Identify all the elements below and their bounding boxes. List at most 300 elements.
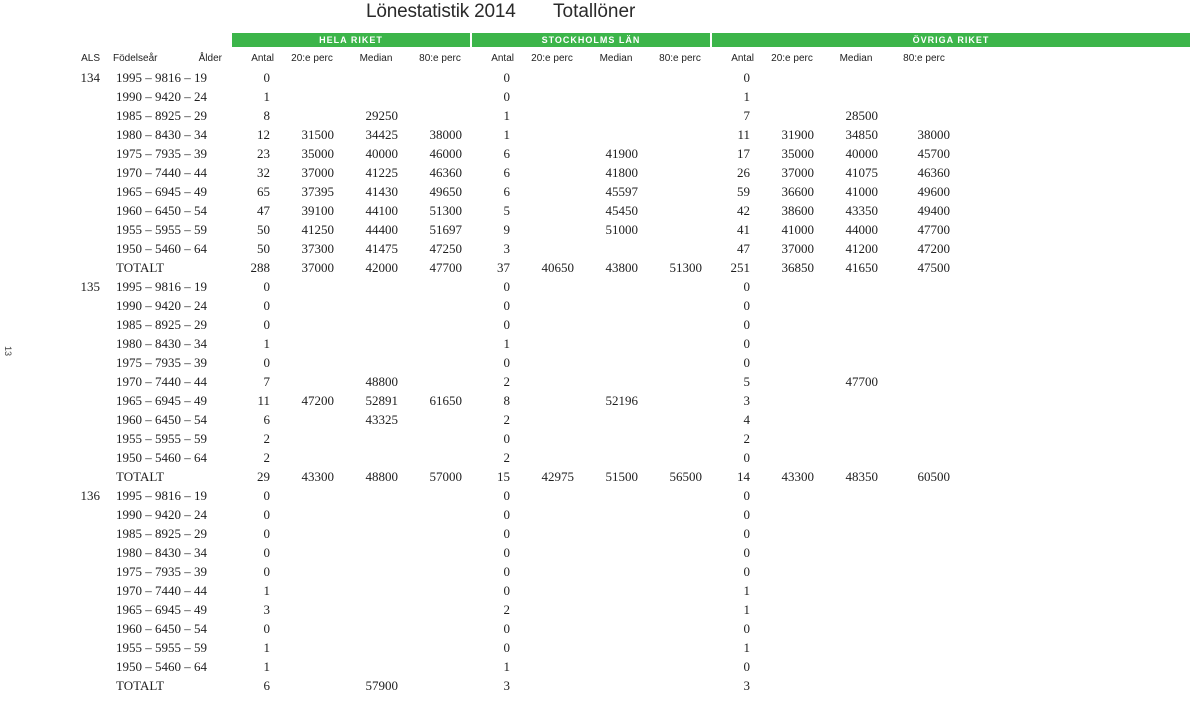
- cell-hela-p20: 37000: [301, 165, 334, 180]
- cell-ovriga-p80: [888, 106, 960, 125]
- cell-ovriga-antal: 7: [743, 108, 750, 123]
- cell-hela-antal: 50: [257, 241, 270, 256]
- cell-hela-antal: 1: [263, 583, 270, 598]
- cell-ovriga-median: 41000: [845, 184, 878, 199]
- cell-stockholm-median: [584, 638, 648, 657]
- cell-hela-p20: [280, 334, 344, 353]
- cell-ovriga-p20: [760, 334, 824, 353]
- cell-ovriga-p20: [760, 543, 824, 562]
- cell-ovriga-p20: 41000: [781, 222, 814, 237]
- cell-ovriga-p20: [760, 296, 824, 315]
- cell-alder: 55 – 59: [168, 222, 207, 237]
- cell-als: [0, 391, 100, 410]
- cell-ovriga-p20: [760, 676, 824, 695]
- header-row: [0, 49, 960, 68]
- cell-ovriga-p80: 47200: [917, 241, 950, 256]
- cell-ovriga-p80: [888, 619, 960, 638]
- cell-fodelsear: 1950 – 54: [116, 659, 168, 674]
- table-row: [0, 619, 960, 638]
- page-title: Lönestatistik 2014: [366, 1, 516, 22]
- cell-ovriga-p20: [760, 429, 824, 448]
- cell-stockholm-antal: 8: [503, 393, 510, 408]
- cell-ovriga-antal: 0: [743, 70, 750, 85]
- cell-ovriga-antal: 0: [743, 279, 750, 294]
- cell-stockholm-p80: [648, 106, 712, 125]
- cell-hela-p80: [408, 562, 472, 581]
- table-row: [0, 543, 960, 562]
- cell-als: [0, 581, 100, 600]
- cell-hela-p80: [408, 315, 472, 334]
- cell-stockholm-p80: [648, 391, 712, 410]
- cell-stockholm-antal: 2: [503, 374, 510, 389]
- cell-ovriga-median: 44000: [845, 222, 878, 237]
- cell-hela-antal: 0: [263, 621, 270, 636]
- cell-ovriga-p20: [760, 505, 824, 524]
- cell-hela-median: 57900: [365, 678, 398, 693]
- cell-stockholm-antal: 0: [503, 298, 510, 313]
- cell-stockholm-p80: [648, 505, 712, 524]
- cell-stockholm-p80: [648, 182, 712, 201]
- cell-ovriga-p20: [760, 410, 824, 429]
- table-row: [0, 372, 960, 391]
- cell-stockholm-median: 51000: [605, 222, 638, 237]
- cell-stockholm-median: [584, 239, 648, 258]
- cell-stockholm-antal: 0: [503, 583, 510, 598]
- cell-hela-p20: [280, 638, 344, 657]
- table-row: [0, 258, 960, 277]
- cell-hela-p80: [408, 524, 472, 543]
- cell-hela-antal: 1: [263, 640, 270, 655]
- cell-alder: 35 – 39: [168, 564, 207, 579]
- cell-ovriga-p80: [888, 315, 960, 334]
- cell-hela-p80: [408, 68, 472, 87]
- cell-stockholm-antal: 1: [503, 108, 510, 123]
- table-row: [0, 600, 960, 619]
- cell-stockholm-p20: [520, 543, 584, 562]
- table-row: [0, 163, 960, 182]
- cell-ovriga-median: 34850: [845, 127, 878, 142]
- header-p20: 20:e perc: [291, 53, 333, 64]
- cell-hela-median: 52891: [365, 393, 398, 408]
- cell-ovriga-p80: [888, 676, 960, 695]
- cell-als: [0, 315, 100, 334]
- cell-ovriga-antal: 11: [737, 127, 750, 142]
- table-row: [0, 68, 960, 87]
- cell-stockholm-median: [584, 125, 648, 144]
- cell-ovriga-antal: 2: [743, 431, 750, 446]
- cell-ovriga-p80: 60500: [917, 469, 950, 484]
- cell-hela-p20: 35000: [301, 146, 334, 161]
- header-median: Median: [359, 53, 393, 64]
- cell-hela-p80: 51300: [429, 203, 462, 218]
- table-row: [0, 410, 960, 429]
- table-row: [0, 87, 960, 106]
- cell-ovriga-p80: [888, 524, 960, 543]
- header-p80: 80:e perc: [419, 53, 461, 64]
- cell-hela-antal: 0: [263, 488, 270, 503]
- cell-ovriga-p80: [888, 296, 960, 315]
- cell-ovriga-median: [824, 429, 888, 448]
- cell-stockholm-p80: [648, 163, 712, 182]
- header-fodelsear: Födelseår: [113, 53, 158, 64]
- cell-ovriga-median: 48350: [845, 469, 878, 484]
- table-row: [0, 429, 960, 448]
- cell-ovriga-median: 43350: [845, 203, 878, 218]
- cell-fodelsear: 1955 – 59: [116, 222, 168, 237]
- cell-ovriga-median: [824, 448, 888, 467]
- cell-stockholm-antal: 0: [503, 488, 510, 503]
- cell-alder: [166, 467, 232, 486]
- cell-ovriga-p80: [888, 68, 960, 87]
- cell-stockholm-median: [584, 87, 648, 106]
- cell-hela-median: 41430: [365, 184, 398, 199]
- cell-als: 135: [80, 279, 100, 294]
- cell-stockholm-p80: [648, 220, 712, 239]
- cell-hela-p20: [280, 277, 344, 296]
- cell-stockholm-antal: 9: [503, 222, 510, 237]
- cell-stockholm-p80: [648, 296, 712, 315]
- cell-stockholm-antal: 2: [503, 602, 510, 617]
- cell-ovriga-antal: 47: [737, 241, 750, 256]
- cell-ovriga-median: [824, 334, 888, 353]
- cell-hela-p20: [280, 581, 344, 600]
- cell-hela-p80: [408, 581, 472, 600]
- cell-stockholm-median: 43800: [605, 260, 638, 275]
- cell-alder: 30 – 34: [168, 336, 207, 351]
- cell-ovriga-p20: 36600: [781, 184, 814, 199]
- cell-stockholm-p80: [648, 410, 712, 429]
- cell-stockholm-p20: [520, 391, 584, 410]
- cell-hela-p80: [408, 676, 472, 695]
- cell-ovriga-median: [824, 657, 888, 676]
- cell-hela-median: [344, 68, 408, 87]
- cell-ovriga-antal: 5: [743, 374, 750, 389]
- cell-hela-antal: 50: [257, 222, 270, 237]
- cell-hela-p20: [280, 619, 344, 638]
- cell-ovriga-median: [824, 391, 888, 410]
- cell-stockholm-antal: 2: [503, 450, 510, 465]
- cell-als: [0, 372, 100, 391]
- cell-stockholm-p80: [648, 87, 712, 106]
- cell-hela-median: [344, 524, 408, 543]
- cell-stockholm-p80: [648, 429, 712, 448]
- cell-ovriga-median: [824, 676, 888, 695]
- cell-stockholm-p20: [520, 144, 584, 163]
- table-row: [0, 391, 960, 410]
- cell-als: [0, 163, 100, 182]
- cell-ovriga-antal: 0: [743, 507, 750, 522]
- cell-stockholm-antal: 15: [497, 469, 510, 484]
- cell-hela-antal: 0: [263, 355, 270, 370]
- cell-ovriga-p20: [760, 315, 824, 334]
- header-als: ALS: [81, 53, 100, 64]
- cell-hela-p20: [280, 410, 344, 429]
- cell-stockholm-p20: [520, 220, 584, 239]
- cell-stockholm-p20: [520, 410, 584, 429]
- cell-als: [0, 87, 100, 106]
- cell-hela-p80: 46360: [429, 165, 462, 180]
- cell-ovriga-p20: 36850: [781, 260, 814, 275]
- cell-hela-antal: 12: [257, 127, 270, 142]
- cell-hela-p80: [408, 657, 472, 676]
- cell-stockholm-p20: [520, 296, 584, 315]
- cell-stockholm-antal: 0: [503, 621, 510, 636]
- cell-hela-median: [344, 638, 408, 657]
- cell-fodelsear: 1970 – 74: [116, 583, 168, 598]
- cell-stockholm-p20: [520, 68, 584, 87]
- cell-fodelsear: 1975 – 79: [116, 146, 168, 161]
- cell-stockholm-p20: [520, 676, 584, 695]
- cell-hela-p20: 37300: [301, 241, 334, 256]
- cell-stockholm-antal: 0: [503, 89, 510, 104]
- cell-hela-antal: 29: [257, 469, 270, 484]
- cell-als: [0, 410, 100, 429]
- cell-alder: 35 – 39: [168, 146, 207, 161]
- cell-ovriga-p20: 38600: [781, 203, 814, 218]
- cell-ovriga-antal: 3: [743, 393, 750, 408]
- cell-stockholm-p80: [648, 353, 712, 372]
- cell-hela-antal: 0: [263, 317, 270, 332]
- cell-hela-p80: [408, 106, 472, 125]
- cell-ovriga-p80: 47700: [917, 222, 950, 237]
- cell-als: [0, 144, 100, 163]
- header-antal: Antal: [251, 53, 274, 64]
- cell-hela-p80: [408, 334, 472, 353]
- cell-stockholm-p80: [648, 600, 712, 619]
- cell-stockholm-median: [584, 410, 648, 429]
- cell-als: [0, 125, 100, 144]
- cell-ovriga-p20: 37000: [781, 241, 814, 256]
- header-antal: Antal: [491, 53, 514, 64]
- cell-stockholm-median: [584, 562, 648, 581]
- cell-hela-antal: 0: [263, 545, 270, 560]
- cell-hela-median: [344, 600, 408, 619]
- cell-hela-p20: [280, 296, 344, 315]
- cell-hela-p80: 57000: [429, 469, 462, 484]
- cell-hela-antal: 47: [257, 203, 270, 218]
- cell-stockholm-p80: [648, 619, 712, 638]
- cell-stockholm-median: [584, 486, 648, 505]
- cell-hela-median: [344, 657, 408, 676]
- cell-ovriga-p80: 49600: [917, 184, 950, 199]
- cell-als: [0, 429, 100, 448]
- cell-stockholm-antal: 6: [503, 184, 510, 199]
- cell-ovriga-antal: 1: [743, 89, 750, 104]
- band-ovriga-riket: ÖVRIGA RIKET: [712, 33, 1190, 47]
- header-p80: 80:e perc: [659, 53, 701, 64]
- cell-ovriga-p20: 37000: [781, 165, 814, 180]
- cell-hela-p80: [408, 486, 472, 505]
- cell-hela-antal: 1: [263, 336, 270, 351]
- cell-stockholm-median: [584, 600, 648, 619]
- cell-hela-median: [344, 543, 408, 562]
- cell-stockholm-median: [584, 429, 648, 448]
- cell-ovriga-p80: [888, 334, 960, 353]
- table-row: [0, 524, 960, 543]
- salary-table: [0, 49, 960, 695]
- band-stockholms-lan: STOCKHOLMS LÄN: [472, 33, 710, 47]
- table-row: [0, 201, 960, 220]
- page-number: 13: [3, 345, 14, 357]
- cell-hela-p80: [408, 353, 472, 372]
- cell-ovriga-p80: [888, 543, 960, 562]
- cell-hela-p80: 47250: [429, 241, 462, 256]
- cell-ovriga-median: [824, 600, 888, 619]
- cell-hela-antal: 0: [263, 526, 270, 541]
- cell-ovriga-antal: 0: [743, 298, 750, 313]
- cell-alder: 50 – 54: [168, 412, 207, 427]
- cell-ovriga-antal: 14: [737, 469, 750, 484]
- page-subtitle: Totallöner: [553, 1, 636, 22]
- cell-ovriga-median: [824, 87, 888, 106]
- cell-hela-median: [344, 315, 408, 334]
- cell-als: [0, 619, 100, 638]
- cell-hela-p20: 39100: [301, 203, 334, 218]
- cell-stockholm-p80: [648, 562, 712, 581]
- cell-ovriga-antal: 26: [737, 165, 750, 180]
- header-p20: 20:e perc: [531, 53, 573, 64]
- cell-hela-p20: [280, 505, 344, 524]
- cell-stockholm-p20: [520, 429, 584, 448]
- cell-stockholm-p20: [520, 562, 584, 581]
- cell-ovriga-antal: 17: [737, 146, 750, 161]
- cell-ovriga-antal: 4: [743, 412, 750, 427]
- header-antal: Antal: [731, 53, 754, 64]
- cell-hela-median: 43325: [365, 412, 398, 427]
- cell-stockholm-median: 52196: [605, 393, 638, 408]
- cell-ovriga-median: [824, 68, 888, 87]
- cell-hela-antal: 2: [263, 431, 270, 446]
- cell-stockholm-p80: 56500: [669, 469, 702, 484]
- cell-stockholm-median: 41800: [605, 165, 638, 180]
- cell-ovriga-p80: [888, 448, 960, 467]
- cell-ovriga-p20: 43300: [781, 469, 814, 484]
- cell-hela-p80: [408, 448, 472, 467]
- cell-fodelsear: 1990 – 94: [116, 298, 168, 313]
- cell-fodelsear: 1980 – 84: [116, 336, 168, 351]
- cell-stockholm-p80: [648, 239, 712, 258]
- cell-ovriga-p20: [760, 448, 824, 467]
- cell-hela-antal: 0: [263, 70, 270, 85]
- cell-stockholm-p80: [648, 277, 712, 296]
- cell-hela-median: 48800: [365, 469, 398, 484]
- cell-stockholm-p20: [520, 486, 584, 505]
- cell-stockholm-antal: 37: [497, 260, 510, 275]
- cell-stockholm-p20: [520, 657, 584, 676]
- cell-stockholm-median: [584, 372, 648, 391]
- cell-ovriga-median: [824, 315, 888, 334]
- cell-stockholm-p20: [520, 372, 584, 391]
- cell-ovriga-p80: [888, 353, 960, 372]
- cell-als: [0, 220, 100, 239]
- cell-fodelsear: 1955 – 59: [116, 640, 168, 655]
- cell-stockholm-antal: 3: [503, 241, 510, 256]
- cell-ovriga-median: 41200: [845, 241, 878, 256]
- cell-fodelsear: 1995 – 98: [116, 279, 168, 294]
- cell-alder: 25 – 29: [168, 317, 207, 332]
- cell-ovriga-p20: [760, 353, 824, 372]
- cell-alder: 50 – 54: [168, 621, 207, 636]
- cell-hela-antal: 23: [257, 146, 270, 161]
- cell-ovriga-median: [824, 524, 888, 543]
- cell-als: [0, 106, 100, 125]
- cell-hela-p80: 47700: [429, 260, 462, 275]
- cell-hela-median: [344, 486, 408, 505]
- cell-ovriga-median: [824, 353, 888, 372]
- cell-hela-p20: 37395: [301, 184, 334, 199]
- cell-hela-p80: 38000: [429, 127, 462, 142]
- cell-stockholm-median: [584, 448, 648, 467]
- cell-ovriga-median: [824, 638, 888, 657]
- cell-ovriga-p80: [888, 410, 960, 429]
- cell-ovriga-median: [824, 410, 888, 429]
- cell-stockholm-p20: [520, 619, 584, 638]
- cell-ovriga-median: [824, 277, 888, 296]
- cell-stockholm-median: [584, 657, 648, 676]
- cell-hela-median: [344, 87, 408, 106]
- cell-alder: [166, 258, 232, 277]
- cell-stockholm-p80: [648, 372, 712, 391]
- cell-ovriga-p20: [760, 277, 824, 296]
- cell-hela-antal: 0: [263, 298, 270, 313]
- cell-als: [0, 600, 100, 619]
- header-p80: 80:e perc: [903, 53, 945, 64]
- cell-stockholm-p20: [520, 524, 584, 543]
- cell-alder: 35 – 39: [168, 355, 207, 370]
- table-row: [0, 638, 960, 657]
- cell-ovriga-median: [824, 619, 888, 638]
- cell-stockholm-antal: 0: [503, 279, 510, 294]
- cell-stockholm-p80: [648, 201, 712, 220]
- cell-hela-antal: 32: [257, 165, 270, 180]
- cell-hela-median: 44100: [365, 203, 398, 218]
- cell-hela-p20: [280, 676, 344, 695]
- cell-hela-p80: [408, 410, 472, 429]
- cell-stockholm-median: [584, 353, 648, 372]
- table-row: [0, 676, 960, 695]
- cell-hela-p20: [280, 68, 344, 87]
- cell-ovriga-median: 47700: [845, 374, 878, 389]
- cell-ovriga-antal: 41: [737, 222, 750, 237]
- cell-hela-p80: 51697: [429, 222, 462, 237]
- cell-hela-p20: [280, 372, 344, 391]
- cell-stockholm-p20: [520, 182, 584, 201]
- cell-ovriga-p80: 38000: [917, 127, 950, 142]
- cell-ovriga-p20: [760, 68, 824, 87]
- cell-hela-p80: [408, 277, 472, 296]
- cell-alder: 60 – 64: [168, 659, 207, 674]
- cell-stockholm-median: 51500: [605, 469, 638, 484]
- cell-ovriga-p20: 35000: [781, 146, 814, 161]
- cell-als: [0, 562, 100, 581]
- cell-als: [0, 296, 100, 315]
- cell-hela-median: 41225: [365, 165, 398, 180]
- cell-hela-p80: 61650: [429, 393, 462, 408]
- cell-ovriga-p80: 49400: [917, 203, 950, 218]
- cell-stockholm-antal: 5: [503, 203, 510, 218]
- cell-stockholm-p80: [648, 676, 712, 695]
- cell-hela-antal: 7: [263, 374, 270, 389]
- cell-stockholm-p20: [520, 87, 584, 106]
- cell-ovriga-p80: [888, 277, 960, 296]
- cell-stockholm-antal: 0: [503, 70, 510, 85]
- cell-ovriga-antal: 0: [743, 355, 750, 370]
- cell-ovriga-p20: [760, 372, 824, 391]
- cell-als: [0, 505, 100, 524]
- cell-stockholm-p80: [648, 448, 712, 467]
- cell-stockholm-median: [584, 581, 648, 600]
- cell-hela-p20: [280, 353, 344, 372]
